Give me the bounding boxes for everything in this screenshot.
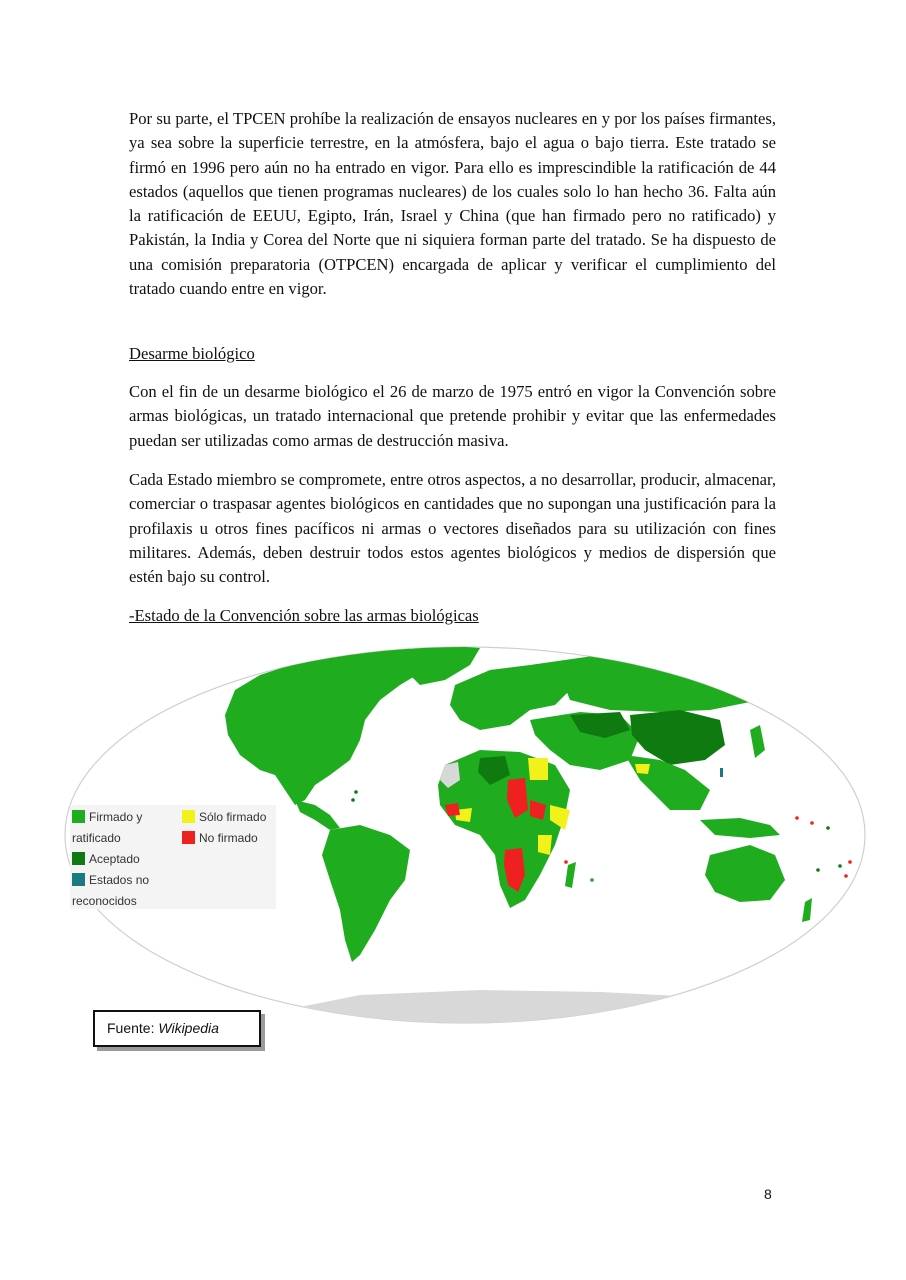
taiwan-unrecognized (720, 768, 723, 777)
africa-signed-only-north (528, 758, 548, 780)
legend-signed-ratified: Firmado y ratificado (72, 810, 143, 845)
island-dot (795, 816, 799, 820)
legend-swatch (72, 852, 85, 865)
legend-accepted: Aceptado (72, 849, 140, 870)
source-value: Wikipedia (158, 1020, 219, 1036)
legend-not-signed: No firmado (182, 828, 258, 849)
page-number: 8 (764, 1186, 772, 1202)
island-dot (816, 868, 820, 872)
legend-signed-only: Sólo firmado (182, 807, 266, 828)
island-dot (838, 864, 842, 868)
island-dot (590, 878, 594, 882)
island-dot (810, 821, 814, 825)
legend-swatch (72, 810, 85, 823)
paragraph-tpcen: Por su parte, el TPCEN prohíbe la realización de ensayos nucleares en y por los países firmantes, ya sea sobre la superficie terrestre, en la atmósfera, bajo el agua o bajo tierra. Este tratado se firmó en 1996 pero aún no ha entrado en vigor. Para ello es imprescindible la ratificación de 44 estados (aquellos que tienen programas nucleares) de los cuales solo lo han hecho 36. Falta aún la ratificación de EEUU, Egipto, Irán, Israel y China (que han firmado pero no ratificado) y Pakistán, la India y Corea del Norte que ni siquiera forman parte del tratado. Se ha dispuesto de una comisión preparatoria (OTPCEN) encargada de aplicar y verificar el cumplimiento del tratado cuando entre en vigor. (129, 109, 776, 299)
island-dot (844, 874, 848, 878)
map-title: -Estado de la Convención sobre las armas biológicas (129, 606, 479, 625)
legend-unrecognized: Estados no reconocidos (72, 873, 150, 908)
paragraph-member-obligations: Cada Estado miembro se compromete, entre otros aspectos, a no desarrollar, producir, almacenar, comerciar o traspasar agentes biológicos en cantidades que no supongan una justificación para la profilaxis u otros fines pacíficos ni armas o vectores diseñados para su utilización con fines militares. Además, deben destruir todos estos agentes biológicos y medios de dispersión que estén bajo su control. (129, 470, 776, 587)
india-signed-only (635, 764, 650, 774)
legend-swatch (72, 873, 85, 886)
island-dot (351, 798, 355, 802)
legend-swatch (182, 810, 195, 823)
legend-swatch (182, 831, 195, 844)
africa-signed-only-east (538, 835, 552, 855)
island-dot (848, 860, 852, 864)
island-dot (354, 790, 358, 794)
island-dot (564, 860, 568, 864)
island-dot (826, 826, 830, 830)
paragraph-convention-intro: Con el fin de un desarme biológico el 26 de marzo de 1975 entró en vigor la Convención sobre armas biológicas, un tratado internacional que pretende prohibir y evitar que las enfermedades puedan ser utilizadas como armas de destrucción masiva. (129, 382, 776, 450)
map-legend (70, 805, 276, 909)
section-heading: Desarme biológico (129, 344, 255, 363)
source-caption: Fuente: Wikipedia (93, 1010, 261, 1047)
